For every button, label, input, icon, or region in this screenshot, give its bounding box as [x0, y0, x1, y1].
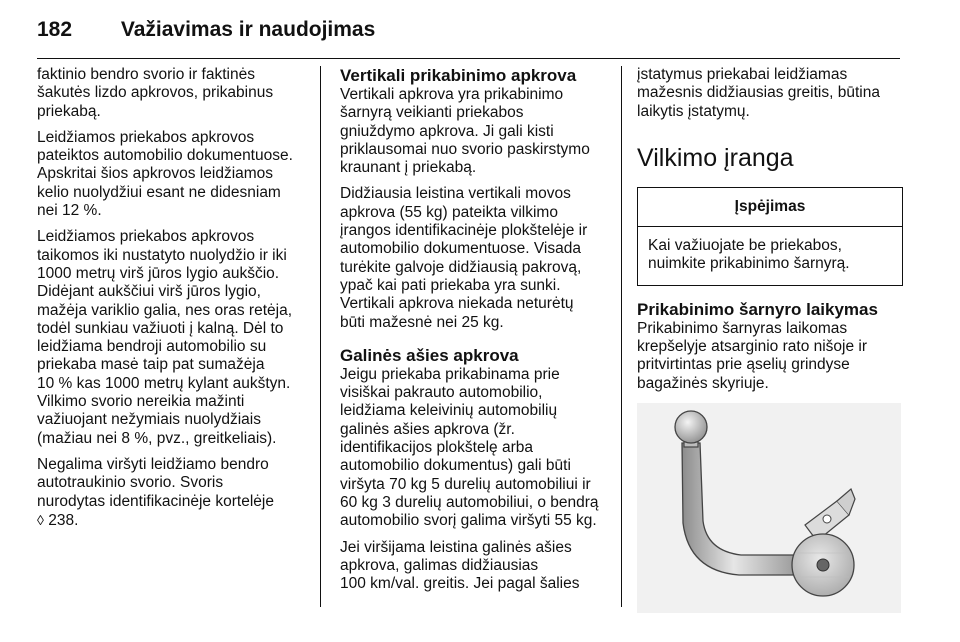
page-header: [37, 18, 375, 42]
text-line: identifikacijos plokštelę arba: [340, 439, 533, 457]
text-line: faktinio bendro svorio ir faktinės: [37, 66, 255, 83]
text-line: 1000 metrų virš jūros lygio aukščio.: [37, 264, 280, 282]
warning-text: [638, 227, 902, 285]
column-divider: [621, 66, 622, 607]
text-line: automobilio dokumentuose. Visada: [340, 240, 581, 258]
ref-arrow-icon: ◊: [37, 511, 44, 528]
paragraph: [37, 228, 309, 448]
paragraph: [340, 185, 615, 331]
text-line: Leidžiamos priekabos apkrovos: [37, 128, 255, 146]
text-line: 60 kg 3 durelių automobiliui, o bendrą: [340, 493, 599, 511]
text-line: Kai važiuojate be priekabos,: [648, 237, 842, 255]
warning-title: Įspėjimas: [638, 188, 902, 227]
reference-page: 238.: [48, 511, 79, 529]
paragraph-lines: [37, 456, 309, 511]
text-line: todėl sunkiau važiuoti į kalną. Dėl to: [37, 319, 284, 337]
text-line: autotraukinio svorio. Svoris: [37, 474, 224, 492]
text-line: Didžiausia leistina vertikali movos: [340, 185, 571, 203]
text-line: viršyta 70 kg 5 durelių automobiliui ir: [340, 475, 591, 493]
paragraph: [37, 66, 309, 121]
text-line: Prikabinimo šarnyras laikomas: [637, 319, 848, 337]
section-heading: Prikabinimo šarnyro laikymas: [637, 299, 878, 319]
text-line: priklausomai nuo svorio paskirstymo: [340, 140, 590, 158]
text-line: mažesnis didžiausias greitis, būtina: [637, 84, 880, 102]
tow-ball-illustration: [637, 403, 901, 613]
text-line: Didėjant aukščiui virš jūros lygio,: [37, 283, 261, 301]
text-line: Vertikali apkrova niekada neturėtų: [340, 295, 574, 313]
text-line: priekaba masė taip pat sumažėja: [37, 356, 265, 374]
text-line: nurodytas identifikacinėje kortelėje: [37, 492, 274, 510]
text-line: mažėja variklio galia, nes oras retėja,: [37, 301, 293, 319]
text-line: leidžiama keleivinių automobilių: [340, 402, 558, 420]
paragraph: [340, 366, 615, 531]
text-line: ypač kai pati priekaba yra sunki.: [340, 276, 561, 294]
text-line: (mažiau nei 8 %, pvz., greitkeliais).: [37, 429, 277, 447]
paragraph: [37, 456, 309, 530]
text-line: 100 km/val. greitis. Jei pagal šalies: [340, 575, 580, 593]
text-line: galinės ašies apkrova (žr.: [340, 420, 515, 438]
text-line: Vertikali apkrova yra prikabinimo: [340, 86, 564, 103]
paragraph: [37, 129, 309, 220]
text-line: pritvirtintas prie ąselių grindyse: [637, 356, 850, 374]
text-line: Negalima viršyti leidžiamo bendro: [37, 455, 269, 473]
text-line: nei 12 %.: [37, 202, 102, 220]
chapter-title: Važiavimas ir naudojimas: [120, 18, 376, 41]
text-line: Apskritai šios apkrovos leidžiamos: [37, 165, 274, 183]
text-line: apkrova, galimas didžiausias: [340, 556, 539, 574]
text-line: laikytis įstatymų.: [637, 102, 750, 120]
text-line: automobilio svorį galima viršyti 55 kg.: [340, 512, 597, 530]
text-line: 10 % kas 1000 metrų kylant aukštyn.: [37, 374, 291, 392]
column-divider: [320, 66, 321, 607]
paragraph: [637, 320, 905, 393]
column-2: [340, 66, 615, 601]
paragraph: [340, 539, 615, 594]
text-line: Jei viršijama leistina galinės ašies: [340, 538, 572, 556]
chapter-heading: Vilkimo įranga: [637, 143, 794, 172]
text-line: bagažinės skyriuje.: [637, 374, 769, 392]
text-line: automobilio dokumentus) gali būti: [340, 457, 571, 475]
text-line: Jeigu priekaba prikabinama prie: [340, 365, 560, 383]
text-line: priekabą.: [37, 102, 101, 120]
text-line: turėkite galvoje didžiausią pakrovą,: [340, 258, 582, 276]
text-line: kraunant į priekabą.: [340, 159, 477, 177]
text-line: būti mažesnė nei 25 kg.: [340, 313, 504, 331]
text-line: važiuojant nežymiais nuolydžiais: [37, 411, 262, 429]
text-line: įrangos identifikacinėje plokštelėje ir: [340, 222, 588, 240]
page-number: 182: [37, 18, 73, 41]
section-heading: Galinės ašies apkrova: [340, 345, 519, 365]
tow-ball-drawing: [637, 403, 901, 613]
text-line: kelio nuolydžiui esant ne didesniam: [37, 183, 281, 201]
section-heading: Vertikali prikabinimo apkrova: [340, 66, 577, 85]
text-line: apkrova (55 kg) pateikta vilkimo: [340, 203, 558, 221]
text-line: visiškai pakrauto automobilio,: [340, 384, 543, 402]
column-1: [37, 66, 309, 538]
paragraph: [637, 66, 905, 121]
text-line: Vilkimo svorio nereikia mažinti: [37, 393, 245, 411]
text-line: Leidžiamos priekabos apkrovos: [37, 228, 255, 246]
text-line: šarnyrą veikianti priekabos: [340, 104, 524, 122]
paragraph: [340, 86, 615, 177]
text-line: gniuždymo apkrova. Ji gali kisti: [340, 122, 554, 140]
text-line: įstatymus priekabai leidžiamas: [637, 66, 848, 83]
text-line: nuimkite prikabinimo šarnyrą.: [648, 255, 850, 273]
header-rule: [37, 58, 900, 59]
page-reference-link[interactable]: [37, 511, 309, 530]
text-line: krepšelyje atsarginio rato nišoje ir: [637, 338, 868, 356]
text-line: pateiktos automobilio dokumentuose.: [37, 147, 293, 165]
warning-box: [637, 187, 903, 286]
text-line: šakutės lizdo apkrovos, prikabinus: [37, 84, 274, 102]
text-line: taikomos iki nustatyto nuolydžio ir iki: [37, 246, 287, 264]
column-3: [637, 66, 905, 613]
text-line: leidžiama bendroji automobilio su: [37, 338, 267, 356]
